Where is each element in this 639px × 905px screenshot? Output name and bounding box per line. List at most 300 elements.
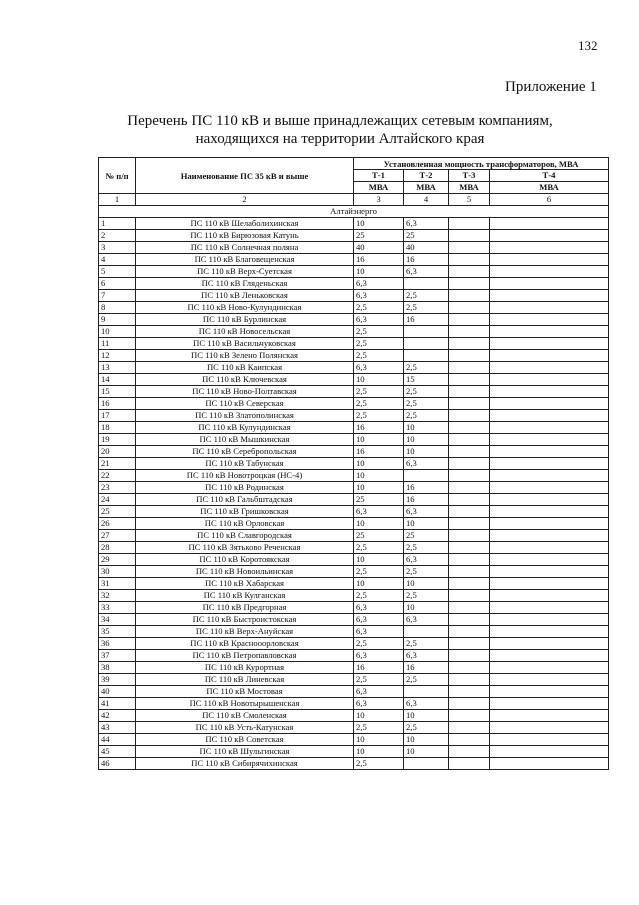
- row-number: 9: [99, 314, 136, 326]
- row-number: 21: [99, 458, 136, 470]
- t4-value: [490, 638, 609, 650]
- row-number: 31: [99, 578, 136, 590]
- row-number: 12: [99, 350, 136, 362]
- t4-value: [490, 302, 609, 314]
- t3-value: [449, 578, 490, 590]
- t4-value: [490, 218, 609, 230]
- row-number: 38: [99, 662, 136, 674]
- substation-name: ПС 110 кВ Ново-Кулундинская: [136, 302, 354, 314]
- t1-value: 40: [354, 242, 404, 254]
- row-number: 27: [99, 530, 136, 542]
- substation-name: ПС 110 кВ Зелено Полянская: [136, 350, 354, 362]
- column-number: 6: [490, 194, 609, 206]
- t1-value: 2,5: [354, 758, 404, 770]
- t1-value: 6,3: [354, 650, 404, 662]
- t3-value: [449, 314, 490, 326]
- table-row: [99, 266, 609, 278]
- substation-name: ПС 110 кВ Новотроцкая (НС-4): [136, 470, 354, 482]
- substation-name: ПС 110 кВ Благовещенская: [136, 254, 354, 266]
- row-number: 6: [99, 278, 136, 290]
- substation-name: ПС 110 кВ Советская: [136, 734, 354, 746]
- substation-name: ПС 110 кВ Петропавловская: [136, 650, 354, 662]
- table-row: [99, 722, 609, 734]
- substation-name: ПС 110 кВ Родинская: [136, 482, 354, 494]
- t4-value: [490, 626, 609, 638]
- table-row: [99, 386, 609, 398]
- t1-value: 2,5: [354, 590, 404, 602]
- row-number: 2: [99, 230, 136, 242]
- page-number: 132: [578, 38, 598, 53]
- t1-value: 2,5: [354, 350, 404, 362]
- t1-value: 2,5: [354, 722, 404, 734]
- substation-name: ПС 110 кВ Хабарская: [136, 578, 354, 590]
- t4-value: [490, 230, 609, 242]
- t4-value: [490, 722, 609, 734]
- t2-value: 16: [404, 662, 449, 674]
- t4-value: [490, 422, 609, 434]
- row-number: 33: [99, 602, 136, 614]
- t3-value: [449, 710, 490, 722]
- t1-value: 2,5: [354, 638, 404, 650]
- t1-value: 6,3: [354, 698, 404, 710]
- t2-value: 6,3: [404, 698, 449, 710]
- t1-value: 2,5: [354, 326, 404, 338]
- t3-value: [449, 674, 490, 686]
- t2-value: 2,5: [404, 674, 449, 686]
- substation-name: ПС 110 кВ Курортная: [136, 662, 354, 674]
- row-number: 45: [99, 746, 136, 758]
- table-row: [99, 470, 609, 482]
- t1-value: 6,3: [354, 362, 404, 374]
- t2-value: 15: [404, 374, 449, 386]
- t4-value: [490, 614, 609, 626]
- substation-name: ПС 110 кВ Новоильинская: [136, 566, 354, 578]
- t2-value: [404, 626, 449, 638]
- table-row: [99, 362, 609, 374]
- row-number: 34: [99, 614, 136, 626]
- t2-value: 2,5: [404, 302, 449, 314]
- table-row: [99, 554, 609, 566]
- header-t4: Т-4: [490, 170, 609, 182]
- t2-value: 10: [404, 578, 449, 590]
- t3-value: [449, 446, 490, 458]
- substation-name: ПС 110 кВ Гришковская: [136, 506, 354, 518]
- t1-value: 6,3: [354, 290, 404, 302]
- t2-value: 10: [404, 602, 449, 614]
- header-unit-t3: МВА: [449, 182, 490, 194]
- t3-value: [449, 302, 490, 314]
- t3-value: [449, 338, 490, 350]
- t2-value: 6,3: [404, 614, 449, 626]
- t4-value: [490, 374, 609, 386]
- row-number: 26: [99, 518, 136, 530]
- t2-value: 16: [404, 254, 449, 266]
- table-row: [99, 278, 609, 290]
- t3-value: [449, 386, 490, 398]
- row-number: 13: [99, 362, 136, 374]
- table-row: [99, 410, 609, 422]
- t1-value: 2,5: [354, 398, 404, 410]
- t3-value: [449, 434, 490, 446]
- row-number: 3: [99, 242, 136, 254]
- table-row: [99, 602, 609, 614]
- t2-value: 6,3: [404, 650, 449, 662]
- table-row: [99, 674, 609, 686]
- t4-value: [490, 398, 609, 410]
- t3-value: [449, 398, 490, 410]
- t1-value: 6,3: [354, 614, 404, 626]
- t4-value: [490, 602, 609, 614]
- table-row: [99, 422, 609, 434]
- t4-value: [490, 662, 609, 674]
- t2-value: 2,5: [404, 542, 449, 554]
- row-number: 8: [99, 302, 136, 314]
- row-number: 17: [99, 410, 136, 422]
- table-row: [99, 698, 609, 710]
- t3-value: [449, 626, 490, 638]
- row-number: 46: [99, 758, 136, 770]
- t3-value: [449, 614, 490, 626]
- substation-name: ПС 110 кВ Кулундинская: [136, 422, 354, 434]
- t1-value: 6,3: [354, 602, 404, 614]
- substation-name: ПС 110 кВ Шульгинская: [136, 746, 354, 758]
- row-number: 25: [99, 506, 136, 518]
- table-row: [99, 314, 609, 326]
- t3-value: [449, 686, 490, 698]
- substation-name: ПС 110 кВ Коротоякская: [136, 554, 354, 566]
- table-row: [99, 434, 609, 446]
- t1-value: 2,5: [354, 386, 404, 398]
- substation-name: ПС 110 кВ Северская: [136, 398, 354, 410]
- substation-name: ПС 110 кВ Васильчуковская: [136, 338, 354, 350]
- row-number: 20: [99, 446, 136, 458]
- t3-value: [449, 734, 490, 746]
- substation-name: ПС 110 кВ Сибирячихинская: [136, 758, 354, 770]
- substation-name: ПС 110 кВ Орловская: [136, 518, 354, 530]
- row-number: 14: [99, 374, 136, 386]
- substation-name: ПС 110 кВ Предгорная: [136, 602, 354, 614]
- title-line-1: Перечень ПС 110 кВ и выше принадлежащих сетевым компаниям,: [127, 113, 553, 129]
- t4-value: [490, 566, 609, 578]
- table-row: [99, 614, 609, 626]
- appendix-label: Приложение 1: [505, 79, 597, 95]
- t2-value: 2,5: [404, 566, 449, 578]
- t1-value: 2,5: [354, 542, 404, 554]
- t3-value: [449, 494, 490, 506]
- header-t2: Т-2: [404, 170, 449, 182]
- t2-value: 25: [404, 230, 449, 242]
- t1-value: 16: [354, 446, 404, 458]
- column-number: 3: [354, 194, 404, 206]
- t3-value: [449, 470, 490, 482]
- t1-value: 25: [354, 494, 404, 506]
- row-number: 5: [99, 266, 136, 278]
- table-row: [99, 506, 609, 518]
- document-title: [100, 112, 580, 148]
- row-number: 23: [99, 482, 136, 494]
- substation-name: ПС 110 кВ Солнечная поляна: [136, 242, 354, 254]
- t1-value: 16: [354, 254, 404, 266]
- table-row: [99, 374, 609, 386]
- t1-value: 2,5: [354, 338, 404, 350]
- section-row: [99, 206, 609, 218]
- table-row: [99, 458, 609, 470]
- t3-value: [449, 698, 490, 710]
- table-row: [99, 218, 609, 230]
- t4-value: [490, 242, 609, 254]
- t3-value: [449, 566, 490, 578]
- title-line-2: находящихся на территории Алтайского края: [195, 131, 485, 147]
- t3-value: [449, 506, 490, 518]
- t2-value: 2,5: [404, 386, 449, 398]
- t3-value: [449, 530, 490, 542]
- t4-value: [490, 578, 609, 590]
- table-row: [99, 638, 609, 650]
- t3-value: [449, 602, 490, 614]
- t2-value: 10: [404, 710, 449, 722]
- t3-value: [449, 758, 490, 770]
- substation-name: ПС 110 кВ Серебропольская: [136, 446, 354, 458]
- t1-value: 2,5: [354, 302, 404, 314]
- substation-name: ПС 110 кВ Славгородская: [136, 530, 354, 542]
- t2-value: [404, 278, 449, 290]
- t4-value: [490, 494, 609, 506]
- t2-value: 2,5: [404, 410, 449, 422]
- t2-value: 10: [404, 446, 449, 458]
- substation-name: ПС 110 кВ Верх-Ануйская: [136, 626, 354, 638]
- t2-value: [404, 686, 449, 698]
- t3-value: [449, 518, 490, 530]
- t3-value: [449, 266, 490, 278]
- table-row: [99, 686, 609, 698]
- t4-value: [490, 362, 609, 374]
- t4-value: [490, 734, 609, 746]
- t2-value: 16: [404, 494, 449, 506]
- t1-value: 10: [354, 458, 404, 470]
- table-row: [99, 758, 609, 770]
- header-unit-t2: МВА: [404, 182, 449, 194]
- substation-name: ПС 110 кВ Златополинская: [136, 410, 354, 422]
- t1-value: 10: [354, 746, 404, 758]
- row-number: 42: [99, 710, 136, 722]
- substation-name: ПС 110 кВ Бурлинская: [136, 314, 354, 326]
- row-number: 15: [99, 386, 136, 398]
- t3-value: [449, 254, 490, 266]
- substation-name: ПС 110 кВ Ново-Полтавская: [136, 386, 354, 398]
- substation-name: ПС 110 кВ Новотырышенская: [136, 698, 354, 710]
- t3-value: [449, 422, 490, 434]
- table-row: [99, 482, 609, 494]
- row-number: 37: [99, 650, 136, 662]
- t2-value: 6,3: [404, 506, 449, 518]
- row-number: 36: [99, 638, 136, 650]
- column-numbers-row: [99, 194, 609, 206]
- t3-value: [449, 590, 490, 602]
- t1-value: 10: [354, 266, 404, 278]
- table-row: [99, 566, 609, 578]
- t2-value: 6,3: [404, 554, 449, 566]
- substation-name: ПС 110 кВ Усть-Катунская: [136, 722, 354, 734]
- t1-value: 2,5: [354, 674, 404, 686]
- t4-value: [490, 410, 609, 422]
- t2-value: 6,3: [404, 218, 449, 230]
- t3-value: [449, 482, 490, 494]
- table-row: [99, 542, 609, 554]
- t2-value: [404, 326, 449, 338]
- row-number: 41: [99, 698, 136, 710]
- t3-value: [449, 290, 490, 302]
- t4-value: [490, 554, 609, 566]
- t4-value: [490, 686, 609, 698]
- t2-value: 10: [404, 734, 449, 746]
- row-number: 44: [99, 734, 136, 746]
- row-number: 28: [99, 542, 136, 554]
- table-row: [99, 446, 609, 458]
- substation-name: ПС 110 кВ Линевская: [136, 674, 354, 686]
- t1-value: 10: [354, 434, 404, 446]
- t4-value: [490, 530, 609, 542]
- table-row: [99, 518, 609, 530]
- t3-value: [449, 278, 490, 290]
- table-row: [99, 290, 609, 302]
- header-num: № п/п: [99, 158, 136, 194]
- row-number: 18: [99, 422, 136, 434]
- t1-value: 10: [354, 518, 404, 530]
- t1-value: 6,3: [354, 506, 404, 518]
- t2-value: 2,5: [404, 290, 449, 302]
- table-row: [99, 242, 609, 254]
- t4-value: [490, 446, 609, 458]
- t3-value: [449, 458, 490, 470]
- t1-value: 10: [354, 578, 404, 590]
- t4-value: [490, 518, 609, 530]
- substation-name: ПС 110 кВ Ключевская: [136, 374, 354, 386]
- t4-value: [490, 674, 609, 686]
- t2-value: 10: [404, 434, 449, 446]
- substation-name: ПС 110 кВ Краснооорловская: [136, 638, 354, 650]
- table-row: [99, 590, 609, 602]
- row-number: 43: [99, 722, 136, 734]
- t3-value: [449, 350, 490, 362]
- t1-value: 10: [354, 374, 404, 386]
- t3-value: [449, 410, 490, 422]
- table-row: [99, 734, 609, 746]
- row-number: 7: [99, 290, 136, 302]
- row-number: 40: [99, 686, 136, 698]
- t2-value: 16: [404, 314, 449, 326]
- t4-value: [490, 746, 609, 758]
- t1-value: 25: [354, 530, 404, 542]
- t3-value: [449, 746, 490, 758]
- t4-value: [490, 386, 609, 398]
- t3-value: [449, 554, 490, 566]
- t3-value: [449, 374, 490, 386]
- header-t1: Т-1: [354, 170, 404, 182]
- table-row: [99, 494, 609, 506]
- t1-value: 2,5: [354, 566, 404, 578]
- t4-value: [490, 470, 609, 482]
- row-number: 1: [99, 218, 136, 230]
- substation-name: ПС 110 кВ Бирюзовая Катунь: [136, 230, 354, 242]
- substation-name: ПС 110 кВ Кулганская: [136, 590, 354, 602]
- column-number: 2: [136, 194, 354, 206]
- t2-value: [404, 338, 449, 350]
- table-row: [99, 338, 609, 350]
- substation-name: ПС 110 кВ Мостовая: [136, 686, 354, 698]
- t1-value: 10: [354, 554, 404, 566]
- substation-name: ПС 110 кВ Табунская: [136, 458, 354, 470]
- header-t3: Т-3: [449, 170, 490, 182]
- substation-name: ПС 110 кВ Гляденьская: [136, 278, 354, 290]
- table-row: [99, 326, 609, 338]
- t3-value: [449, 362, 490, 374]
- substation-name: ПС 110 кВ Зятьково Реченская: [136, 542, 354, 554]
- t4-value: [490, 278, 609, 290]
- t2-value: 10: [404, 518, 449, 530]
- t4-value: [490, 506, 609, 518]
- table-row: [99, 350, 609, 362]
- substations-table: [98, 157, 609, 770]
- t4-value: [490, 458, 609, 470]
- table-row: [99, 650, 609, 662]
- row-number: 32: [99, 590, 136, 602]
- t1-value: 10: [354, 734, 404, 746]
- t1-value: 6,3: [354, 314, 404, 326]
- row-number: 22: [99, 470, 136, 482]
- header-power: Установленная мощность трансформаторов, МВА: [354, 158, 609, 170]
- t3-value: [449, 242, 490, 254]
- t4-value: [490, 326, 609, 338]
- t4-value: [490, 338, 609, 350]
- t1-value: 16: [354, 422, 404, 434]
- t4-value: [490, 650, 609, 662]
- substation-name: ПС 110 кВ Леньковская: [136, 290, 354, 302]
- row-number: 24: [99, 494, 136, 506]
- t1-value: 10: [354, 710, 404, 722]
- t3-value: [449, 662, 490, 674]
- t3-value: [449, 326, 490, 338]
- header-unit-t1: МВА: [354, 182, 404, 194]
- row-number: 19: [99, 434, 136, 446]
- row-number: 29: [99, 554, 136, 566]
- t4-value: [490, 314, 609, 326]
- substation-name: ПС 110 кВ Гальбштадская: [136, 494, 354, 506]
- t1-value: 16: [354, 662, 404, 674]
- row-number: 39: [99, 674, 136, 686]
- header-name: Наименование ПС 35 кВ и выше: [136, 158, 354, 194]
- t2-value: [404, 758, 449, 770]
- substation-name: ПС 110 кВ Мышкинская: [136, 434, 354, 446]
- row-number: 35: [99, 626, 136, 638]
- table-row: [99, 626, 609, 638]
- t1-value: 6,3: [354, 278, 404, 290]
- t4-value: [490, 482, 609, 494]
- t1-value: 6,3: [354, 626, 404, 638]
- table-row: [99, 254, 609, 266]
- t2-value: 16: [404, 482, 449, 494]
- t1-value: 10: [354, 218, 404, 230]
- t1-value: 2,5: [354, 410, 404, 422]
- t2-value: 25: [404, 530, 449, 542]
- t2-value: 2,5: [404, 362, 449, 374]
- t2-value: [404, 350, 449, 362]
- column-number: 4: [404, 194, 449, 206]
- row-number: 30: [99, 566, 136, 578]
- t4-value: [490, 698, 609, 710]
- t2-value: 6,3: [404, 266, 449, 278]
- t2-value: 2,5: [404, 722, 449, 734]
- t2-value: 10: [404, 422, 449, 434]
